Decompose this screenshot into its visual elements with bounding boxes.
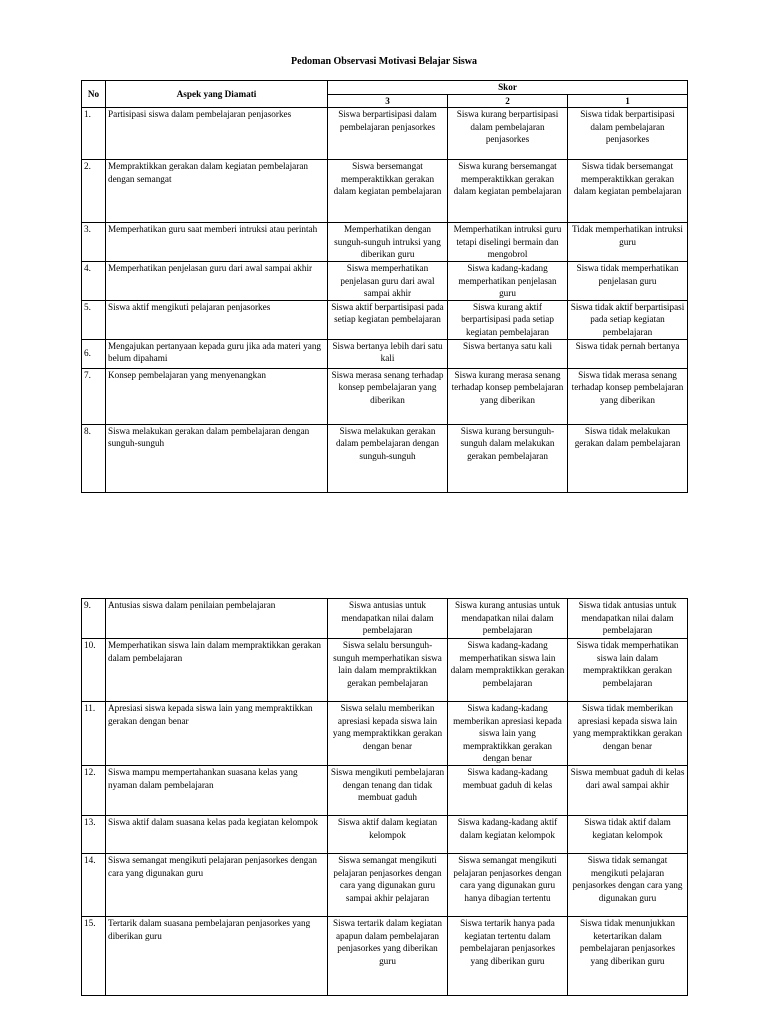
row-score-2: Siswa kadang-kadang memperhatikan siswa lain dalam mempraktikkan gerakan pembelajaran [448,639,568,702]
header-score-2: 2 [448,94,568,108]
observation-table-part-1 [81,80,688,493]
row-number: 7. [82,368,106,424]
row-score-3: Siswa aktif berpartisipasi pada setiap kegiatan pembelajaran [328,300,448,339]
page-title: Pedoman Observasi Motivasi Belajar Siswa [291,56,477,67]
table-row [82,261,688,300]
row-number: 9. [82,599,106,639]
row-score-2: Siswa kurang berpartisipasi dalam pembelajaran penjasorkes [448,108,568,160]
table-row [82,815,688,853]
row-score-1: Siswa tidak menunjukkan ketertarikan dalam pembelajaran penjasorkes yang diberikan guru [568,916,688,995]
row-score-3: Siswa semangat mengikuti pelajaran penjasorkes dengan cara yang digunakan guru sampai akhir pelajaran [328,853,448,916]
row-score-1: Siswa tidak memperhatikan siswa lain dalam mempraktikkan gerakan pembelajaran [568,639,688,702]
row-score-2: Siswa tertarik hanya pada kegiatan tertentu dalam pembelajaran penjasorkes yang diberikan guru [448,916,568,995]
row-score-1: Siswa tidak bersemangat memperaktikkan gerakan dalam kegiatan pembelajaran [568,160,688,223]
row-score-2: Siswa kurang bersemangat memperaktikkan gerakan dalam kegiatan pembelajaran [448,160,568,223]
row-score-1: Tidak memperhatikan intruksi guru [568,223,688,262]
row-score-3: Siswa merasa senang terhadap konsep pembelajaran yang diberikan [328,368,448,424]
row-number: 14. [82,853,106,916]
row-score-1: Siswa tidak berpartisipasi dalam pembelajaran penjasorkes [568,108,688,160]
row-score-1: Siswa tidak memperhatikan penjelasan guru [568,261,688,300]
row-score-3: Siswa selalu bersunguh-sunguh memperhatikan siswa lain dalam mempraktikkan gerakan pembelajaran [328,639,448,702]
row-aspek: Siswa melakukan gerakan dalam pembelajaran dengan sunguh-sunguh [106,424,328,492]
table-row [82,108,688,160]
row-aspek: Siswa mampu mempertahankan suasana kelas yang nyaman dalam pembelajaran [106,765,328,815]
row-aspek: Memperhatikan guru saat memberi intruksi atau perintah [106,223,328,262]
row-score-3: Siswa memperhatikan penjelasan guru dari awal sampai akhir [328,261,448,300]
row-score-3: Siswa antusias untuk mendapatkan nilai dalam pembelajaran [328,599,448,639]
row-score-3: Siswa aktif dalam kegiatan kelompok [328,815,448,853]
table-row [82,223,688,262]
row-number: 11. [82,702,106,766]
row-score-1: Siswa tidak aktif dalam kegiatan kelompok [568,815,688,853]
row-score-2: Siswa semangat mengikuti pelajaran penjasorkes dengan cara yang digunakan guru hanya dibagian tertentu [448,853,568,916]
row-score-3: Siswa melakukan gerakan dalam pembelajaran dengan sunguh-sunguh [328,424,448,492]
row-score-1: Siswa tidak pernah bertanya [568,339,688,368]
table-row [82,424,688,492]
table-row [82,916,688,995]
header-score-1: 1 [568,94,688,108]
row-aspek: Konsep pembelajaran yang menyenangkan [106,368,328,424]
row-score-2: Siswa kadang-kadang membuat gaduh di kelas [448,765,568,815]
table-row [82,639,688,702]
row-score-2: Siswa kurang aktif berpartisipasi pada setiap kegiatan pembelajaran [448,300,568,339]
row-score-2: Siswa kurang merasa senang terhadap konsep pembelajaran yang diberikan [448,368,568,424]
row-score-3: Siswa bertanya lebih dari satu kali [328,339,448,368]
row-aspek: Partisipasi siswa dalam pembelajaran penjasorkes [106,108,328,160]
row-score-1: Siswa tidak semangat mengikuti pelajaran penjasorkes dengan cara yang digunakan guru [568,853,688,916]
row-score-2: Siswa kurang bersunguh-sunguh dalam melakukan gerakan pembelajaran [448,424,568,492]
row-score-3: Siswa berpartisipasi dalam pembelajaran penjasorkes [328,108,448,160]
header-aspek: Aspek yang Diamati [106,81,328,108]
row-number: 2. [82,160,106,223]
row-score-1: Siswa tidak aktif berpartisipasi pada setiap kegiatan pembelajaran [568,300,688,339]
header-skor: Skor [328,81,688,95]
row-score-3: Memperhatikan dengan sunguh-sunguh intruksi yang diberikan guru [328,223,448,262]
table-row [82,300,688,339]
row-aspek: Tertarik dalam suasana pembelajaran penjasorkes yang diberikan guru [106,916,328,995]
header-no: No [82,81,106,108]
table-row [82,765,688,815]
table-row [82,160,688,223]
row-score-2: Siswa kadang-kadang memperhatikan penjelasan guru [448,261,568,300]
table-row [82,368,688,424]
table-row [82,702,688,766]
row-score-2: Siswa kadang-kadang memberikan apresiasi kepada siswa lain yang mempraktikkan gerakan dengan benar [448,702,568,766]
row-aspek: Siswa semangat mengikuti pelajaran penjasorkes dengan cara yang digunakan guru [106,853,328,916]
row-score-1: Siswa tidak memberikan apresiasi kepada siswa lain yang mempraktikkan gerakan dengan benar [568,702,688,766]
row-aspek: Mengajukan pertanyaan kepada guru jika ada materi yang belum dipahami [106,339,328,368]
row-number: 15. [82,916,106,995]
row-number: 13. [82,815,106,853]
row-aspek: Memperhatikan penjelasan guru dari awal sampai akhir [106,261,328,300]
table-row [82,853,688,916]
row-aspek: Mempraktikkan gerakan dalam kegiatan pembelajaran dengan semangat [106,160,328,223]
row-number: 12. [82,765,106,815]
row-number: 10. [82,639,106,702]
row-aspek: Memperhatikan siswa lain dalam mempraktikkan gerakan dalam pembelajaran [106,639,328,702]
row-score-3: Siswa selalu memberikan apresiasi kepada siswa lain yang mempraktikkan gerakan dengan benar [328,702,448,766]
row-score-1: Siswa tidak merasa senang terhadap konsep pembelajaran yang diberikan [568,368,688,424]
row-aspek: Antusias siswa dalam penilaian pembelajaran [106,599,328,639]
observation-table-part-2 [81,598,688,996]
header-score-3: 3 [328,94,448,108]
row-score-2: Siswa bertanya satu kali [448,339,568,368]
row-score-3: Siswa bersemangat memperaktikkan gerakan dalam kegiatan pembelajaran [328,160,448,223]
row-number: 1. [82,108,106,160]
row-score-1: Siswa tidak antusias untuk mendapatkan nilai dalam pembelajaran [568,599,688,639]
row-number: 5. [82,300,106,339]
row-score-1: Siswa membuat gaduh di kelas dari awal sampai akhir [568,765,688,815]
table-row [82,339,688,368]
row-score-2: Siswa kurang antusias untuk mendapatkan nilai dalam pembelajaran [448,599,568,639]
row-number: 6. [82,339,106,368]
row-aspek: Apresiasi siswa kepada siswa lain yang mempraktikkan gerakan dengan benar [106,702,328,766]
row-score-3: Siswa tertarik dalam kegiatan apapun dalam pembelajaran penjasorkes yang diberikan guru [328,916,448,995]
row-number: 8. [82,424,106,492]
row-score-2: Memperhatikan intruksi guru tetapi diselingi bermain dan mengobrol [448,223,568,262]
row-number: 4. [82,261,106,300]
row-aspek: Siswa aktif mengikuti pelajaran penjasorkes [106,300,328,339]
row-score-1: Siswa tidak melakukan gerakan dalam pembelajaran [568,424,688,492]
table-row [82,599,688,639]
row-score-3: Siswa mengikuti pembelajaran dengan tenang dan tidak membuat gaduh [328,765,448,815]
row-number: 3. [82,223,106,262]
row-aspek: Siswa aktif dalam suasana kelas pada kegiatan kelompok [106,815,328,853]
row-score-2: Siswa kadang-kadang aktif dalam kegiatan kelompok [448,815,568,853]
